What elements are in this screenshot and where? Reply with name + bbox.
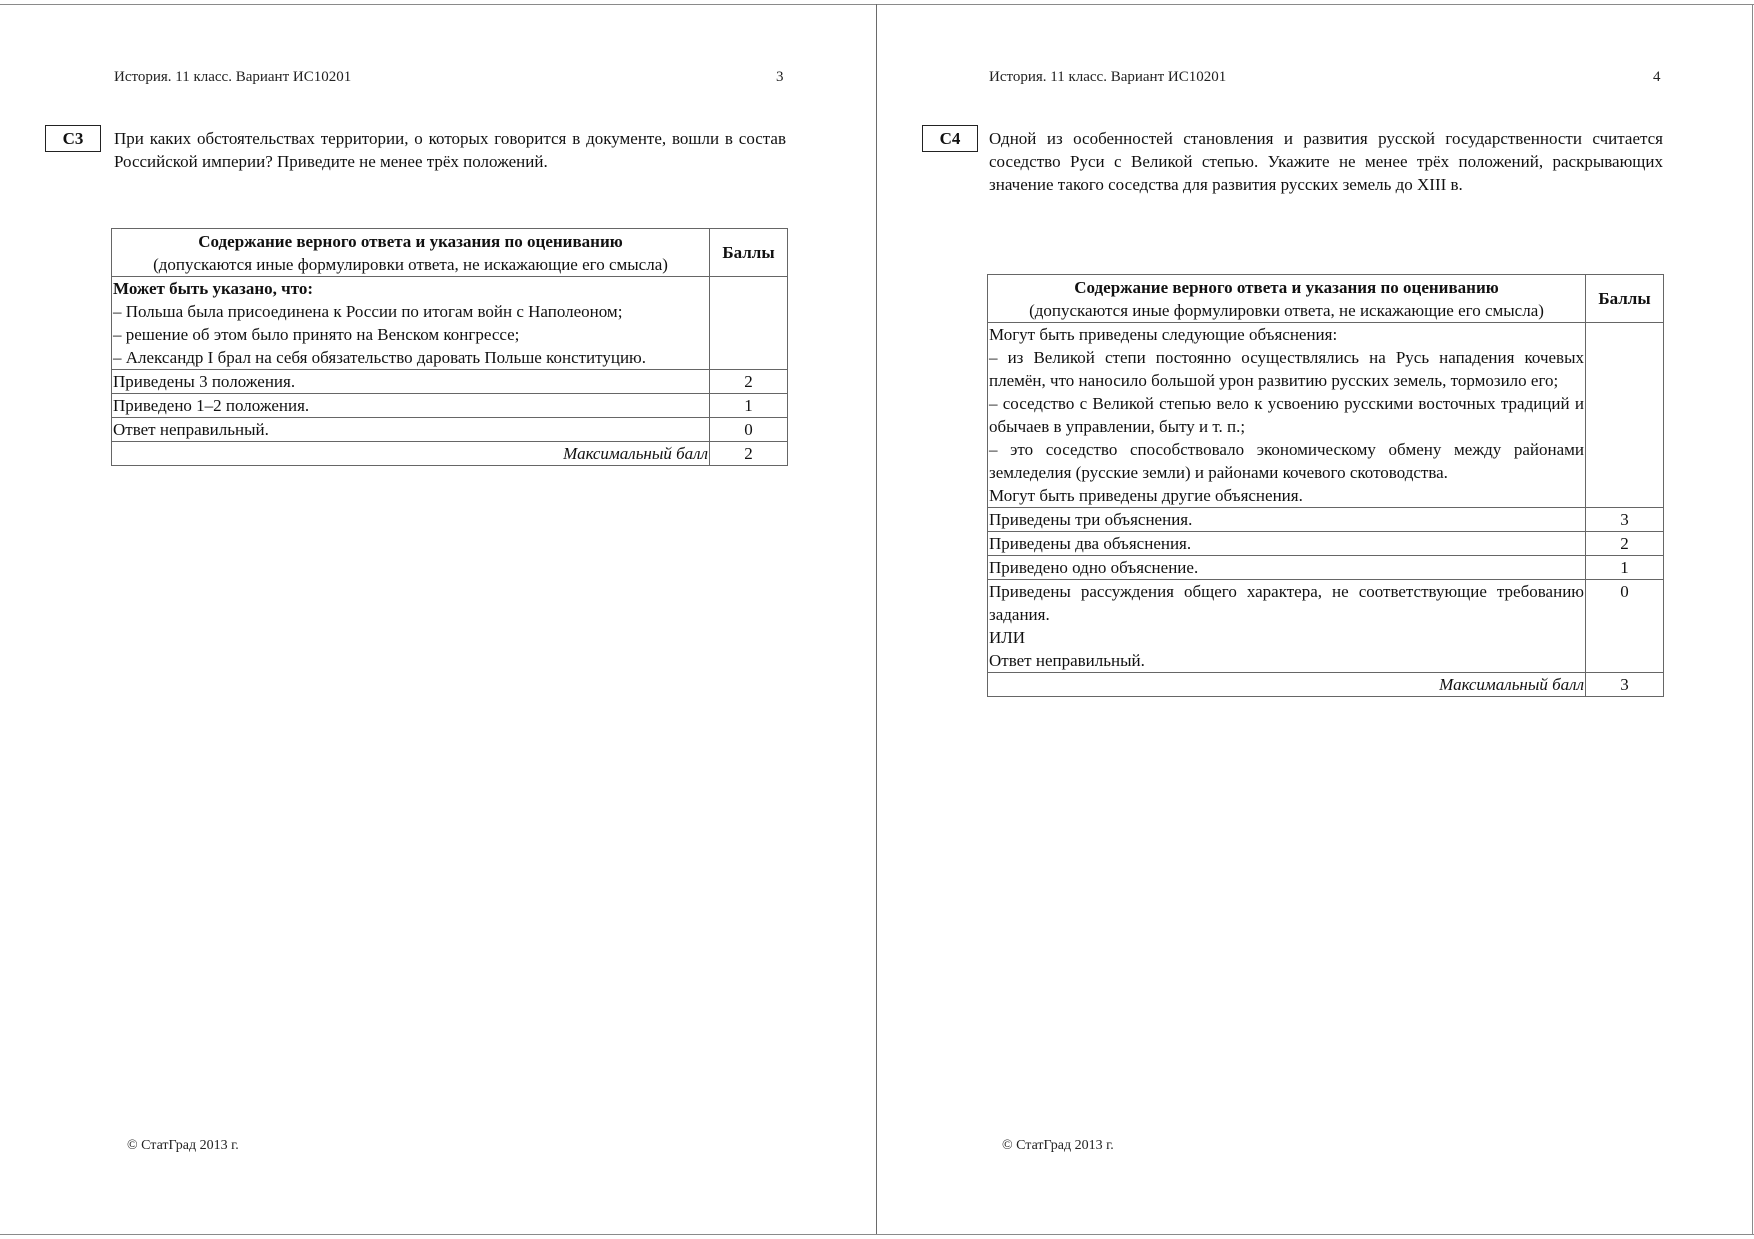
criterion-line: Ответ неправильный. (989, 651, 1145, 670)
criterion-points: 2 (1586, 532, 1664, 556)
header-points-cell: Баллы (710, 229, 788, 277)
criterion-text: Приведены два объяснения. (988, 532, 1586, 556)
running-head: История. 11 класс. Вариант ИС10201 (989, 69, 1227, 85)
criterion-line: Приведены рассуждения общего характера, не соответствующие требованию задания. (989, 582, 1584, 624)
answer-content-row (988, 323, 1664, 508)
max-score-row (988, 673, 1664, 697)
table-header-row (112, 229, 788, 277)
header-title: Содержание верного ответа и указания по оцениванию (198, 232, 623, 251)
criterion-text: Приведено одно объяснение. (988, 556, 1586, 580)
criterion-points: 3 (1586, 508, 1664, 532)
header-subtitle: (допускаются иные формулировки ответа, не искажающие его смысла) (1029, 301, 1544, 320)
header-title: Содержание верного ответа и указания по оцениванию (1074, 278, 1499, 297)
criterion-points: 2 (710, 370, 788, 394)
max-score-row (112, 442, 788, 466)
table-row (988, 508, 1664, 532)
answer-lead: Могут быть приведены следующие объяснения: (989, 325, 1338, 344)
copyright-footer: © СтатГрад 2013 г. (127, 1138, 239, 1153)
answer-line: Могут быть приведены другие объяснения. (989, 486, 1303, 505)
copyright-footer: © СтатГрад 2013 г. (1002, 1138, 1114, 1153)
header-points-cell: Баллы (1586, 275, 1664, 323)
answer-line: – соседство с Великой степью вело к усвоению русскими восточных традиций и обычаев в управлении, быту и т. п.; (989, 394, 1584, 436)
task-code-box: С3 (45, 125, 101, 152)
table-row (988, 532, 1664, 556)
table-row (988, 556, 1664, 580)
criterion-points: 1 (1586, 556, 1664, 580)
grading-table (987, 274, 1664, 697)
table-row (112, 370, 788, 394)
max-score-value: 2 (710, 442, 788, 466)
max-score-value: 3 (1586, 673, 1664, 697)
page-3 (0, 0, 876, 1239)
table-header-row (988, 275, 1664, 323)
max-score-label: Максимальный балл (112, 442, 710, 466)
answer-lead: Может быть указано, что: (113, 279, 314, 298)
table-row (112, 418, 788, 442)
empty-points-cell (1586, 323, 1664, 508)
answer-line: – из Великой степи постоянно осуществлялись на Русь нападения кочевых племён, что наносило большой урон развитию русских земель, тормозило его; (989, 348, 1584, 390)
table-row (112, 394, 788, 418)
answer-content-row (112, 277, 788, 370)
page-4 (877, 0, 1753, 1239)
page-number: 3 (776, 69, 784, 85)
criterion-line: ИЛИ (989, 628, 1026, 647)
header-content-cell (988, 275, 1586, 323)
header-content-cell (112, 229, 710, 277)
criterion-text: Приведено 1–2 положения. (112, 394, 710, 418)
task-question: Одной из особенностей становления и развития русской государственности считается соседство Руси с Великой степью. Укажите не менее трёх положений, раскрывающих значение такого соседства для развития русских земель до XIII в. (989, 129, 1663, 194)
grading-table (111, 228, 788, 466)
page-number: 4 (1653, 69, 1661, 85)
criterion-points: 0 (1586, 580, 1664, 673)
task-code-box: С4 (922, 125, 978, 152)
criterion-text: Приведены три объяснения. (988, 508, 1586, 532)
answer-content-cell (988, 323, 1586, 508)
answer-line: – это соседство способствовало экономическому обмену между районами земледелия (русские земли) и районами кочевого скотоводства. (989, 440, 1584, 482)
criterion-text: Ответ неправильный. (112, 418, 710, 442)
answer-line: – Польша была присоединена к России по итогам войн с Наполеоном; (113, 302, 623, 321)
criterion-points: 1 (710, 394, 788, 418)
criterion-text (988, 580, 1586, 673)
max-score-label: Максимальный балл (988, 673, 1586, 697)
table-row (988, 580, 1664, 673)
empty-points-cell (710, 277, 788, 370)
answer-line: – Александр I брал на себя обязательство даровать Польше конституцию. (113, 348, 647, 367)
criterion-text: Приведены 3 положения. (112, 370, 710, 394)
task-question: При каких обстоятельствах территории, о которых говорится в документе, вошли в состав Российской империи? Приведите не менее трёх положений. (114, 129, 786, 171)
running-head: История. 11 класс. Вариант ИС10201 (114, 69, 352, 85)
header-subtitle: (допускаются иные формулировки ответа, не искажающие его смысла) (153, 255, 668, 274)
criterion-points: 0 (710, 418, 788, 442)
answer-line: – решение об этом было принято на Венском конгрессе; (113, 325, 520, 344)
answer-content-cell (112, 277, 710, 370)
